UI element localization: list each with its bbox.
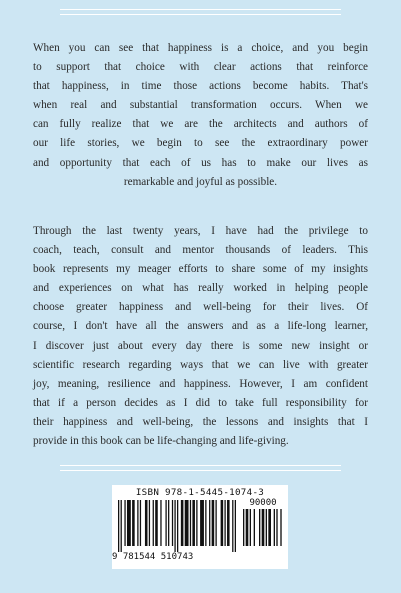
paragraph-line: can fully realize that we are the architects and authors of xyxy=(33,118,368,131)
barcode-bar xyxy=(177,500,178,552)
paragraph-line: that if a person decides as I did to take full responsibility for xyxy=(33,396,368,409)
barcode-bar xyxy=(280,509,281,546)
barcode-bar xyxy=(149,500,150,546)
barcode-bar xyxy=(137,500,138,546)
price-code: 90000 xyxy=(249,498,277,508)
barcode-bar xyxy=(224,500,225,546)
barcode-bar xyxy=(196,500,197,546)
paragraph-line: book represents my meager efforts to share some of my insights xyxy=(33,263,368,276)
barcode-bar xyxy=(250,509,251,546)
paragraph-1 xyxy=(33,39,368,192)
barcode-bar xyxy=(155,500,158,546)
barcode-bar xyxy=(121,500,122,552)
barcode-bar xyxy=(268,509,271,546)
paragraph-line: choose greater happiness and well-being for their lives. Of xyxy=(33,301,368,314)
paragraph-line: provide in this book can be life-changing and life-giving. xyxy=(33,435,289,448)
barcode-bar xyxy=(165,500,166,546)
barcode-bar xyxy=(212,500,215,546)
barcode-bar xyxy=(205,500,206,546)
barcode-bar xyxy=(243,509,244,546)
barcode-bar xyxy=(160,500,161,546)
barcode-bar xyxy=(259,509,260,546)
paragraph-line: scientific research regarding ways that we can live with greater xyxy=(33,358,368,371)
barcode-bar xyxy=(209,500,210,546)
paragraph-line: to support that choice with clear actions that reinforce xyxy=(33,61,368,74)
paragraph-line: that happiness, in time those actions become habits. That's xyxy=(33,80,368,93)
isbn-barcode xyxy=(112,485,288,569)
barcode-bar xyxy=(153,500,154,546)
barcode-bar xyxy=(172,500,173,546)
barcode-bar xyxy=(127,500,131,546)
barcode-bar xyxy=(227,500,230,546)
barcode-bar xyxy=(181,500,184,546)
paragraph-line: our life stories, we begin to see the extraordinary power xyxy=(33,137,368,150)
paragraph-line: their happiness and well-being, the lessons and insights that I xyxy=(33,415,368,428)
barcode-bar xyxy=(235,500,236,552)
paragraph-2 xyxy=(33,222,368,451)
paragraph-line: I discover just about every day there is some new insight or xyxy=(33,339,368,352)
barcode-bar xyxy=(274,509,275,546)
barcode-bar xyxy=(145,500,148,546)
addon-barcode-bars xyxy=(243,509,283,552)
paragraph-line: when real and substantial transformation occurs. When we xyxy=(33,99,368,112)
barcode-bar xyxy=(124,500,125,546)
ean-digits: 9 781544 510743 xyxy=(112,552,194,562)
paragraph-line: coach, teach, consult and mentor thousands of leaders. This xyxy=(33,244,368,257)
top-divider xyxy=(60,9,341,15)
barcode-bar xyxy=(276,509,277,546)
barcode-bar xyxy=(118,500,119,552)
paragraph-line: joy, meaning, resilience and happiness. However, I am confident xyxy=(33,377,368,390)
barcode-bar xyxy=(140,500,141,546)
barcode-bar xyxy=(246,509,249,546)
barcode-bar xyxy=(174,500,175,552)
barcode-bar xyxy=(132,500,135,546)
barcode-bar xyxy=(254,509,255,546)
barcode-bar xyxy=(215,500,216,546)
barcode-bar xyxy=(221,500,224,546)
barcode-bar xyxy=(185,500,189,546)
barcode-bar xyxy=(192,500,195,546)
paragraph-line: remarkable and joyful as possible. xyxy=(123,175,278,188)
barcode-bar xyxy=(200,500,204,546)
barcode-bar xyxy=(168,500,169,546)
bottom-divider xyxy=(60,465,341,471)
paragraph-line: Through the last twenty years, I have had the privilege to xyxy=(33,225,368,237)
paragraph-line: and opportunity that each of us has to make our lives as xyxy=(33,156,368,169)
paragraph-line: When you can see that happiness is a choice, and you begin xyxy=(33,42,368,54)
paragraph-line: and experiences on what has really worked in helping people xyxy=(33,282,368,295)
barcode-bar xyxy=(190,500,191,546)
paragraph-line: course, I don't have all the answers and as a life-long learner, xyxy=(33,320,368,333)
barcode-bar xyxy=(232,500,233,552)
isbn-label: ISBN 978-1-5445-1074-3 xyxy=(135,487,265,498)
barcode-bar xyxy=(262,509,265,546)
barcode-bar xyxy=(266,509,267,546)
ean-barcode-bars xyxy=(118,500,236,552)
